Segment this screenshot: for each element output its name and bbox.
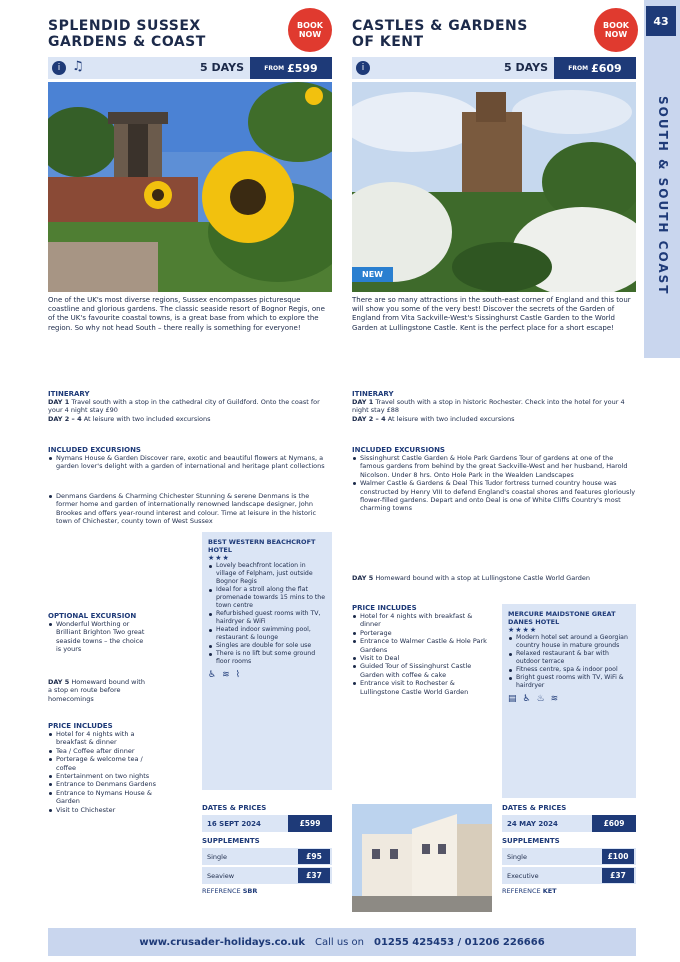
included-excursions: INCLUDED EXCURSIONS Nymans House & Garden Discover rare, exotic and beautiful flowers at Nymans, a garden lover's delight with a garden of international and heritage plant collections (48, 446, 332, 471)
book-now-badge[interactable]: BOOK NOW (288, 8, 332, 52)
spa-icon: ♨ (536, 694, 545, 704)
book-now-badge[interactable]: BOOK NOW (594, 8, 638, 52)
date-row[interactable]: 16 SEPT 2024 £599 (202, 815, 332, 832)
list-item: Hotel for 4 nights with a breakfast & dinner (48, 730, 158, 747)
stairs-icon: ⌇ (235, 670, 241, 680)
list-item: Porterage & welcome tea / coffee (48, 755, 158, 772)
list-item: Bright guest rooms with TV, WiFi & hairdryer (508, 674, 630, 690)
day-five: DAY 5 Homeward bound with a stop en route before homecomings (48, 678, 145, 703)
list-item: There is no lift but some ground floor rooms (208, 650, 326, 666)
contact-footer (48, 928, 636, 956)
list-item: Fitness centre, spa & indoor pool (508, 666, 630, 674)
page-number: 43 (646, 6, 676, 36)
pool-icon: ≋ (222, 670, 230, 680)
list-item: Visit to Deal (352, 654, 492, 662)
date-row[interactable]: 24 MAY 2024 £609 (502, 815, 636, 832)
itinerary: ITINERARY DAY 1 Travel south with a stop in historic Rochester. Check into the hotel for your 4 night stay £88 DAY 2 – 4 At leisure with two included excursions (352, 390, 625, 423)
hotel-info: BEST WESTERN BEACHCROFT HOTEL ★★★ Lovely beachfront location in village of Felpham, just outside Bognor Regis Ideal for a stroll along the flat promenade towards 15 mins to the town centre Refurbished guest rooms with TV, hairdryer & WiFi Heated indoor swimming pool, restaurant & lounge Singles are double for sole use There is no lift but some ground floor rooms ♿ ≋ ⌇ (202, 532, 332, 790)
tour-duration: 5 DAYS (504, 61, 548, 74)
list-item: Entrance to Denmans Gardens (48, 780, 158, 788)
lift-icon: ▤ (508, 694, 517, 704)
included-excursions: INCLUDED EXCURSIONS Sissinghurst Castle Garden & Hole Park Gardens Tour of gardens at one of the famous gardens from behind by the great Sackville-West and her husband, Harold Nicolson. Under 8 hrs. Onto Hole Park in the Wealden Landscapes Walmer Castle & Gardens & Deal This Tudor fortress turned country house was constructed by Henry VIII to defend England's coastal shores and features gloriously flower-filled gardens. Depart and onto Deal is one of White Cliffs Country's most charming towns (352, 446, 636, 513)
price-includes: PRICE INCLUDES Hotel for 4 nights with a breakfast & dinner Tea / Coffee after dinner Porterage & welcome tea / coffee Entertainment on two nights Entrance to Denmans Gardens Entrance to Nymans House & Garden Visit to Chichester (48, 722, 157, 814)
list-item: Sissinghurst Castle Garden & Hole Park Gardens Tour of gardens at one of the famous gardens from behind by the great Sackville-West and her husband, Harold Nicolson. Under 8 hrs. Onto Hole Park in the Wealden Landscapes (352, 454, 636, 479)
list-item: Denmans Gardens & Charming Chichester Stunning & serene Denmans is the former home and garden of internationally renowned landscape designer, John Brookes and offers year-round interest and colour. Time at leisure in the historic town of Chichester, county town of West Sussex (48, 492, 332, 526)
tour-intro: There are so many attractions in the south-east corner of England and this tour will show you some of the very best! Discover the secrets of the Garden of England from Vita Sackville-West's Sissinghurst Castle Garden to the World Garden at Lullingstone Castle. Kent is the perfect place for a short escape! (352, 296, 631, 332)
hotel-stars: ★★★★ (508, 626, 538, 634)
list-item: Modern hotel set around a Georgian country house in mature grounds (508, 634, 630, 650)
price-includes: PRICE INCLUDES Hotel for 4 nights with breakfast & dinner Porterage Entrance to Walmer Castle & Hole Park Gardens Visit to Deal Guided Tour of Sissinghurst Castle Garden with coffee & cake Entrance visit to Rochester & Lullingstone Castle World Garden (352, 604, 492, 696)
list-item: Heated indoor swimming pool, restaurant & lounge (208, 626, 326, 642)
itinerary: ITINERARY DAY 1 Travel south with a stop in the cathedral city of Guildford. Onto the coast for your 4 night stay £90 DAY 2 – 4 At leisure with two included excursions (48, 390, 320, 423)
list-item: Entertainment on two nights (48, 772, 158, 780)
amenity-icons (208, 670, 326, 680)
price-tag: FROM £609 (554, 57, 636, 79)
list-item: Walmer Castle & Gardens & Deal This Tudor fortress turned country house was constructed by Henry VIII to defend England's coastal shores and features gloriously flower-filled gardens. Depart and onto Deal is one of White Cliffs Country's most charming towns (352, 479, 636, 513)
sunflower-small-icon (144, 181, 172, 209)
reference-code: REFERENCE SBR (202, 887, 258, 895)
region-label: SOUTH & SOUTH COAST (656, 96, 670, 296)
tour-duration: 5 DAYS (200, 61, 244, 74)
supplement-executive: Executive £37 (502, 867, 636, 884)
day-five: DAY 5 Homeward bound with a stop at Lullingstone Castle World Garden (352, 574, 590, 582)
list-item: Hotel for 4 nights with breakfast & dinner (352, 612, 492, 629)
phone-numbers[interactable]: 01255 425453 / 01206 226666 (374, 936, 545, 948)
info-icon: i (52, 61, 66, 75)
info-icon: i (356, 61, 370, 75)
list-item: Entrance to Nymans House & Garden (48, 789, 158, 806)
tour-info-bar (352, 57, 636, 79)
list-item: Guided Tour of Sissinghurst Castle Garden with coffee & cake (352, 662, 492, 679)
sunflower-garden-photo (48, 82, 332, 292)
list-item: Porterage (352, 629, 492, 637)
supplement-single: Single £95 (202, 848, 332, 865)
list-item: Nymans House & Garden Discover rare, exotic and beautiful flowers at Nymans, a garden lover's delight with a garden of international and heritage plant collections (48, 454, 332, 471)
list-item: Refurbished guest rooms with TV, hairdryer & WiFi (208, 610, 326, 626)
list-item: Tea / Coffee after dinner (48, 747, 158, 755)
entertainment-icon: ♫ (72, 59, 84, 74)
tour-info-bar (48, 57, 332, 79)
list-item: Ideal for a stroll along the flat promenade towards 15 mins to the town centre (208, 586, 326, 610)
dates-prices: DATES & PRICES 24 MAY 2024 £609 SUPPLEMENTS Single £100 Executive £37 REFERENCE KET (502, 804, 636, 895)
pool-icon: ≋ (550, 694, 559, 704)
optional-excursion: OPTIONAL EXCURSION Wonderful Worthing or Brilliant Brighton Two great seaside towns – the choice is yours (48, 612, 148, 654)
list-item: Visit to Chichester (48, 806, 158, 814)
sunflower-large-icon (202, 151, 294, 243)
tour-intro: One of the UK's most diverse regions, Sussex encompasses picturesque coastline and glorious gardens. The classic seaside resort of Bognor Regis, one of the UK's favourite coastal towns, is a great base from which to explore the region. So why not head South – there really is something for everyone! (48, 296, 325, 332)
call-label: Call us on (314, 936, 365, 948)
castle-garden-photo (352, 82, 636, 292)
new-tour-tag: NEW (352, 267, 393, 282)
amenity-icons (508, 694, 630, 704)
list-item: Entrance visit to Rochester & Lullingstone Castle World Garden (352, 679, 492, 696)
hotel-info: MERCURE MAIDSTONE GREAT DANES HOTEL ★★★★ Modern hotel set around a Georgian country house in mature grounds Relaxed restaurant & bar with outdoor terrace Fitness centre, spa & indoor pool Bright guest rooms with TV, WiFi & hairdryer ▤ ♿ ♨ ≋ (502, 604, 636, 798)
supplement-single: Single £100 (502, 848, 636, 865)
list-item: Entrance to Walmer Castle & Hole Park Gardens (352, 637, 492, 654)
accessible-icon: ♿ (208, 670, 217, 680)
hotel-stars: ★★★ (208, 554, 230, 562)
list-item: Wonderful Worthing or Brilliant Brighton Two great seaside towns – the choice is yours (48, 620, 148, 654)
list-item: Relaxed restaurant & bar with outdoor terrace (508, 650, 630, 666)
supplement-seaview: Seaview £37 (202, 867, 332, 884)
list-item: Singles are double for sole use (208, 642, 326, 650)
tour-title: CASTLES & GARDENS OF KENT (352, 18, 528, 50)
accessible-icon: ♿ (522, 694, 531, 704)
tour-title: SPLENDID SUSSEX GARDENS & COAST (48, 18, 206, 50)
list-item: Lovely beachfront location in village of Felpham, just outside Bognor Regis (208, 562, 326, 586)
website-link[interactable]: www.crusader-holidays.co.uk (139, 936, 305, 948)
town-street-photo (352, 804, 492, 912)
reference-code: REFERENCE KET (502, 887, 557, 895)
price-tag: FROM £599 (250, 57, 332, 79)
dates-prices: DATES & PRICES 16 SEPT 2024 £599 SUPPLEMENTS Single £95 Seaview £37 REFERENCE SBR (202, 804, 332, 895)
